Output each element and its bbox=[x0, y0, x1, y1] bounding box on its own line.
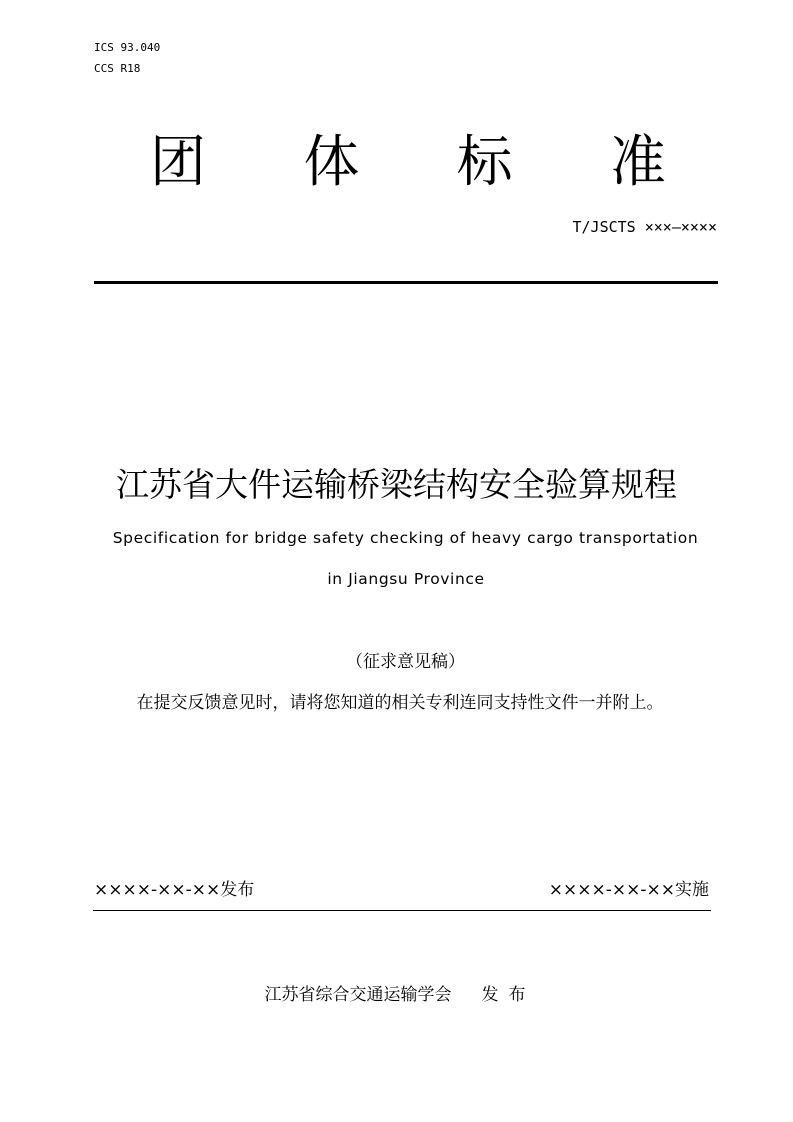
title-chinese: 江苏省大件运输桥梁结构安全验算规程 bbox=[116, 465, 677, 504]
standard-type-char-4: 准 bbox=[609, 130, 666, 195]
patent-notice: 在提交反馈意见时，请将您知道的相关专利连同支持性文件一并附上。 bbox=[136, 693, 664, 713]
standard-type-char-3: 标 bbox=[456, 130, 513, 195]
footer-divider bbox=[93, 910, 711, 911]
draft-status-label: （征求意见稿） bbox=[346, 652, 465, 672]
implementation-date: ××××-××-××实施 bbox=[548, 880, 709, 900]
header-divider bbox=[94, 281, 718, 284]
standard-type-heading bbox=[94, 128, 718, 198]
issue-date: ××××-××-××发布 bbox=[94, 880, 255, 900]
title-english-line-2: in Jiangsu Province bbox=[327, 570, 485, 588]
title-english-line-1: Specification for bridge safety checking of heavy cargo transportation bbox=[112, 529, 699, 547]
publisher-line bbox=[0, 983, 793, 1007]
publisher-name: 江苏省综合交通运输学会 bbox=[264, 985, 452, 1005]
ccs-code: CCS R18 bbox=[94, 62, 141, 75]
standard-type-char-1: 团 bbox=[150, 130, 206, 195]
standard-type-char-2: 体 bbox=[303, 130, 360, 195]
ics-code: ICS 93.040 bbox=[94, 41, 161, 54]
standard-number: T/JSCTS ×××—×××× bbox=[572, 218, 717, 236]
publisher-verb: 发布 bbox=[481, 985, 536, 1005]
